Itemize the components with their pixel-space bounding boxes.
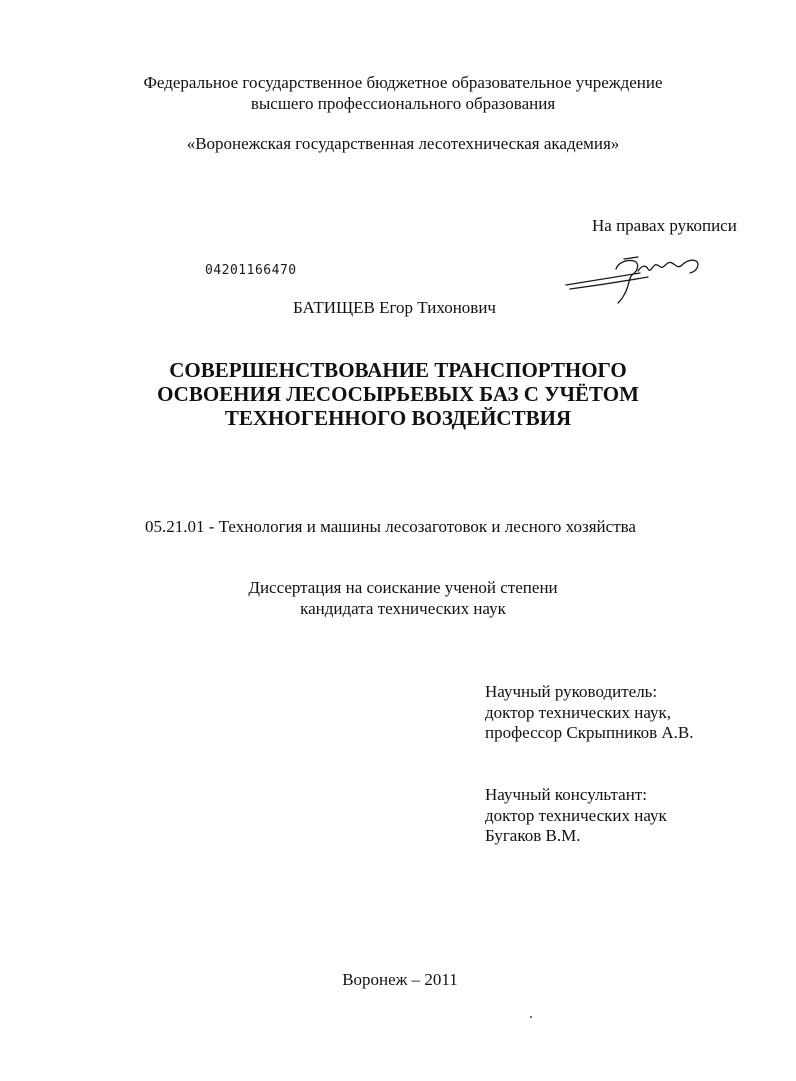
title-line-1: СОВЕРШЕНСТВОВАНИЕ ТРАНСПОРТНОГО xyxy=(169,358,627,382)
degree-line-2: кандидата технических наук xyxy=(300,599,506,618)
dissertation-title xyxy=(0,358,796,430)
consultant-degree: доктор технических наук xyxy=(485,805,667,825)
registry-number: 04201166470 xyxy=(205,263,297,278)
author-name: БАТИЩЕВ Егор Тихонович xyxy=(293,298,496,317)
title-line-2: ОСВОЕНИЯ ЛЕСОСЫРЬЕВЫХ БАЗ С УЧЁТОМ xyxy=(157,382,639,406)
institution-line-2: высшего профессионального образования xyxy=(250,94,556,113)
consultant-role: Научный консультант: xyxy=(485,785,647,804)
specialty-code: 05.21.01 - Технология и машины лесозаготовок и лесного хозяйства xyxy=(145,517,636,536)
manuscript-note: На правах рукописи xyxy=(592,216,737,235)
supervisor-name: профессор Скрыпников А.В. xyxy=(485,723,694,742)
academy-name: «Воронежская государственная лесотехническая академия» xyxy=(186,134,620,153)
supervisor-block xyxy=(485,682,694,744)
title-line-3: ТЕХНОГЕННОГО ВОЗДЕЙСТВИЯ xyxy=(224,406,572,430)
supervisor-role: Научный руководитель: xyxy=(485,682,658,701)
city-year: Воронеж – 2011 xyxy=(342,970,458,989)
consultant-block xyxy=(485,785,667,847)
scan-speck xyxy=(530,1016,532,1018)
supervisor-degree: доктор технических наук, xyxy=(485,702,672,722)
handwritten-signature xyxy=(560,249,710,307)
degree-line-1: Диссертация на соискание ученой степени xyxy=(248,578,558,597)
institution-line-1: Федеральное государственное бюджетное образовательное учреждение xyxy=(143,73,663,92)
consultant-name: Бугаков В.М. xyxy=(485,826,581,845)
